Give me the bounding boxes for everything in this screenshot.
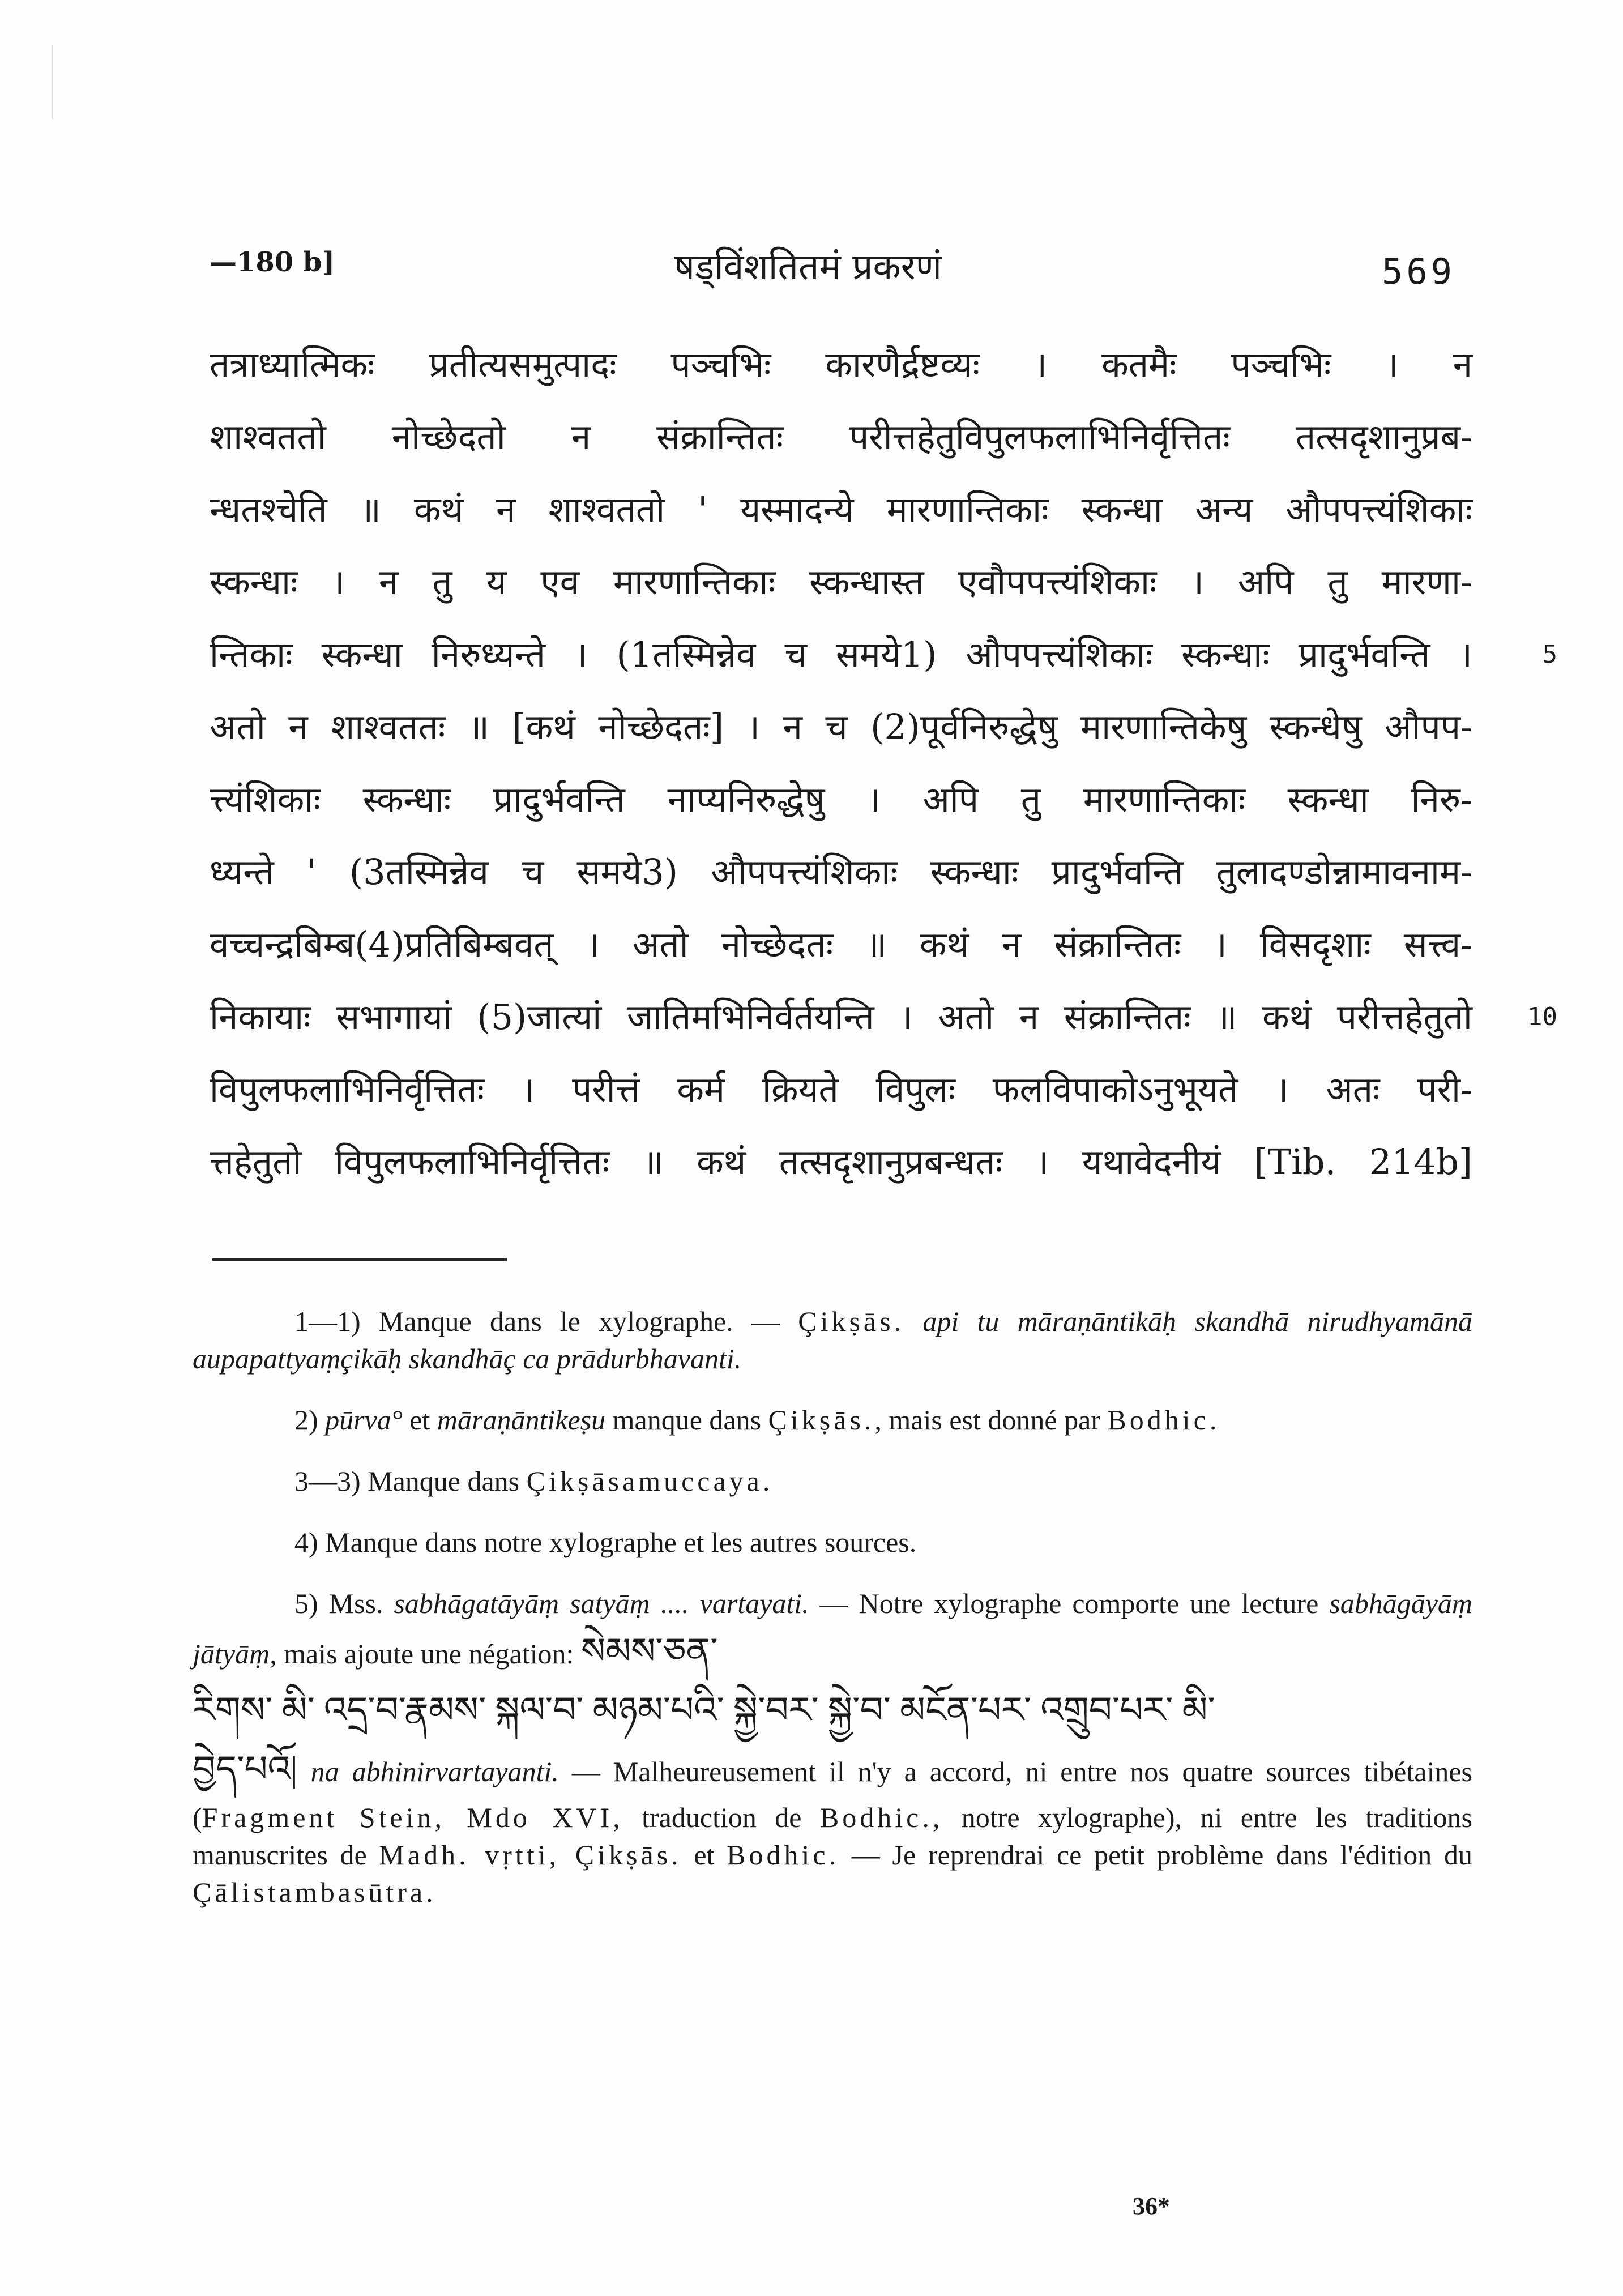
footnote-4: 4) Manque dans notre xylographe et les autres sources. bbox=[294, 1526, 917, 1558]
text-line bbox=[210, 618, 1557, 691]
text-line: स्कन्धाः । न तु य एव मारणान्तिकाः स्कन्धास्त एवौपपत्त्यंशिकाः । अपि तु मारणा- bbox=[210, 561, 1472, 603]
text-line: तत्राध्यात्मिकः प्रतीत्यसमुत्पादः पञ्चभिः कारणैर्द्रष्टव्यः । कतमैः पञ्चभिः । न bbox=[210, 344, 1472, 385]
tibetan-text: བྱེད་པའོ| bbox=[193, 1749, 298, 1789]
tibetan-text: རིགས་ མི་ འདྲ་བ་རྣམས་ སྐལ་བ་ མཉམ་པའི་ སྐྱེ་བར་ སྐྱེ་བ་ མངོན་པར་ འགྲུབ་པར་ མི་ bbox=[193, 1690, 1215, 1730]
chapter-title: षड्विंशतितमं प्रकरणं bbox=[674, 246, 942, 288]
footnote-separator bbox=[212, 1258, 507, 1261]
page-number: 569 bbox=[1382, 251, 1455, 292]
text-line: ध्यन्ते ' (3तस्मिन्नेव च समये3) औपपत्त्यंशिकाः स्कन्धाः प्रादुर्भवन्ति तुलादण्डोन्नामावनाम- bbox=[210, 851, 1472, 893]
text-line: त्त्यंशिकाः स्कन्धाः प्रादुर्भवन्ति नाप्यनिरुद्धेषु । अपि तु मारणान्तिकाः स्कन्धा निरु- bbox=[210, 779, 1472, 820]
text-line bbox=[210, 981, 1557, 1053]
text-line-content: निकायाः सभागायां (5)जात्यां जातिमभिनिर्वर्तयन्ति । अतो न संक्रान्तितः ॥ कथं परीत्तहेतुतो bbox=[210, 996, 1472, 1038]
text-line-content: न्तिकाः स्कन्धा निरुध्यन्ते । (1तस्मिन्नेव च समये1) औपपत्त्यंशिकाः स्कन्धाः प्रादुर्भवन्ति । bbox=[210, 634, 1472, 675]
sanskrit-text bbox=[210, 328, 1557, 1198]
text-line: न्धतश्चेति ॥ कथं न शाश्वततो ' यस्मादन्ये मारणान्तिकाः स्कन्धा अन्य औपपत्त्यंशिकाः bbox=[210, 489, 1472, 530]
footnote-2: 2) pūrva° et māraṇāntikeṣu manque dans Çikṣās., mais est donné par Bodhic. bbox=[294, 1404, 1220, 1436]
footnotes bbox=[193, 1303, 1472, 1935]
text-line: विपुलफलाभिनिर्वृत्तितः । परीत्तं कर्म क्रियते विपुलः फलविपाकोऽनुभूयते । अतः परी- bbox=[210, 1069, 1472, 1110]
text-line: त्तहेतुतो विपुलफलाभिनिर्वृत्तितः ॥ कथं तत्सदृशानुप्रबन्धतः । यथावेदनीयं [Tib. 214b] bbox=[210, 1141, 1472, 1183]
signature-mark: 36* bbox=[1133, 2192, 1170, 2220]
tibetan-text: སེམས་ཅན་ bbox=[580, 1631, 718, 1671]
footnote-1: 1—1) Manque dans le xylographe. — Çikṣās. api tu māraṇāntikāḥ skandhā nirudhyamānā aupapattyaṃçikāḥ skandhāç ca prādurbhavanti. bbox=[193, 1305, 1472, 1375]
running-header bbox=[210, 241, 1455, 292]
footnote-3: 3—3) Manque dans Çikṣāsamuccaya. bbox=[294, 1465, 774, 1497]
line-number: 10 bbox=[1527, 1002, 1557, 1031]
text-line: वच्चन्द्रबिम्ब(4)प्रतिबिम्बवत् । अतो नोच्छेदतः ॥ कथं न संक्रान्तितः । विसदृशाः सत्त्व- bbox=[210, 924, 1472, 965]
text-line: शाश्वततो नोच्छेदतो न संक्रान्तितः परीत्तहेतुविपुलफलाभिनिर्वृत्तितः तत्सदृशानुप्रब- bbox=[210, 416, 1472, 458]
text-line: अतो न शाश्वततः ॥ [कथं नोच्छेदतः] । न च (2)पूर्वनिरुद्धेषु मारणान्तिकेषु स्कन्धेषु औपप- bbox=[210, 706, 1472, 748]
folio-reference: —180 b] bbox=[210, 246, 335, 278]
margin-rule bbox=[52, 45, 53, 119]
footnote-5: 5) Mss. sabhāgatāyāṃ satyāṃ .... vartayati. — Notre xylographe comporte une lecture sabhāgāyāṃ jātyāṃ, mais ajoute une négation: སེམས་ཅན་ རིགས་ མི་ འདྲ་བ་རྣམས་ སྐལ་བ་ མཉམ་པའི་ སྐྱེ་བར་ སྐྱེ་བ་ མངོན་པར་ འགྲུབ་པར་ མི་ བྱེད་པའོ| na abhinirvartayanti. — Malheureusement il n'y a accord, ni entre nos quatre sources tibétaines (Fragment Stein, Mdo XVI, traduction de Bodhic., notre xylographe), ni entre les traditions manuscrites de Madh. vṛtti, Çikṣās. et Bodhic. — Je reprendrai ce petit problème dans l'édition du Çālistambasūtra. bbox=[193, 1587, 1473, 1908]
line-number: 5 bbox=[1542, 640, 1557, 669]
